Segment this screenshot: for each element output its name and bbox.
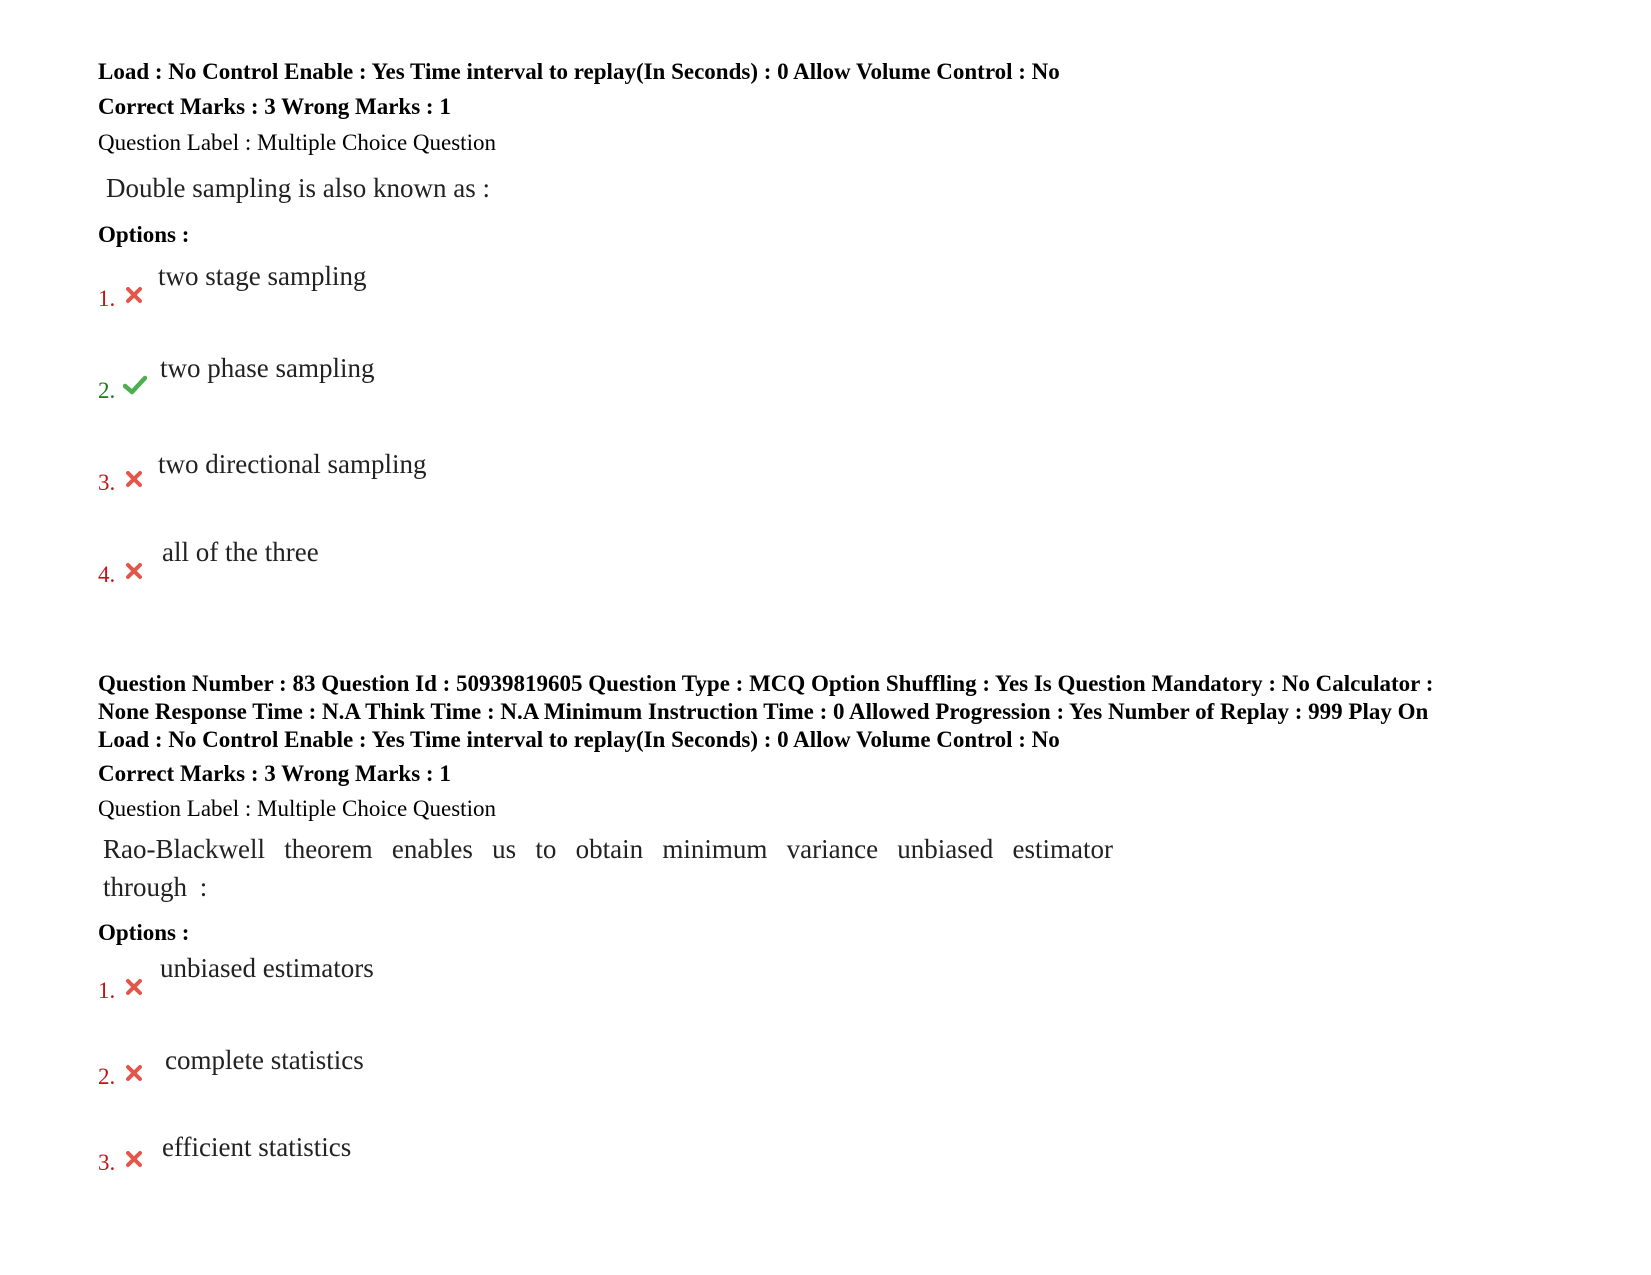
- cross-icon: [124, 977, 144, 997]
- q82-option-2-number: 2.: [98, 378, 116, 403]
- q82-options-heading: Options :: [98, 222, 190, 247]
- check-icon: [123, 375, 147, 395]
- cross-icon: [124, 1063, 144, 1083]
- q83-option-2-text: complete statistics: [165, 1045, 364, 1075]
- q83-meta-line-2: None Response Time : N.A Think Time : N.A Minimum Instruction Time : 0 Allowed Progression : Yes Number of Replay : 999 Play On: [98, 699, 1429, 724]
- q83-marks-line: Correct Marks : 3 Wrong Marks : 1: [98, 761, 451, 786]
- q82-option-3-number: 3.: [98, 470, 116, 495]
- q83-question-text: Rao-Blackwell theorem enables us to obtain minimum variance unbiased estimator through :: [103, 834, 1113, 902]
- q82-option-1-text: two stage sampling: [158, 261, 367, 291]
- q82-option-3-text: two directional sampling: [158, 449, 427, 479]
- cross-icon: [124, 469, 144, 489]
- q83-meta-line-1: Question Number : 83 Question Id : 50939819605 Question Type : MCQ Option Shuffling : Yes Is Question Mandatory : No Calculator :: [98, 671, 1434, 696]
- q83-option-2-number: 2.: [98, 1064, 116, 1089]
- q83-option-3-text: efficient statistics: [162, 1132, 352, 1162]
- q83-question-label: Question Label : Multiple Choice Question: [98, 796, 496, 821]
- cross-icon: [124, 1149, 144, 1169]
- q82-meta-line: Load : No Control Enable : Yes Time interval to replay(In Seconds) : 0 Allow Volume Control : No: [98, 59, 1060, 84]
- q82-question-label: Question Label : Multiple Choice Question: [98, 130, 496, 155]
- q82-option-1-number: 1.: [98, 286, 116, 311]
- q82-option-4-number: 4.: [98, 562, 116, 587]
- q82-option-4-text: all of the three: [162, 537, 319, 567]
- q83-options-heading: Options :: [98, 920, 190, 945]
- q82-marks-line: Correct Marks : 3 Wrong Marks : 1: [98, 94, 451, 119]
- q83-option-1-text: unbiased estimators: [160, 953, 374, 983]
- cross-icon: [124, 285, 144, 305]
- q83-meta-line-3: Load : No Control Enable : Yes Time interval to replay(In Seconds) : 0 Allow Volume Control : No: [98, 727, 1060, 752]
- q82-question-text: Double sampling is also known as :: [106, 173, 490, 203]
- cross-icon: [124, 561, 144, 581]
- q83-option-3-number: 3.: [98, 1150, 116, 1175]
- q83-option-1-number: 1.: [98, 978, 116, 1003]
- q82-option-2-text: two phase sampling: [160, 353, 375, 383]
